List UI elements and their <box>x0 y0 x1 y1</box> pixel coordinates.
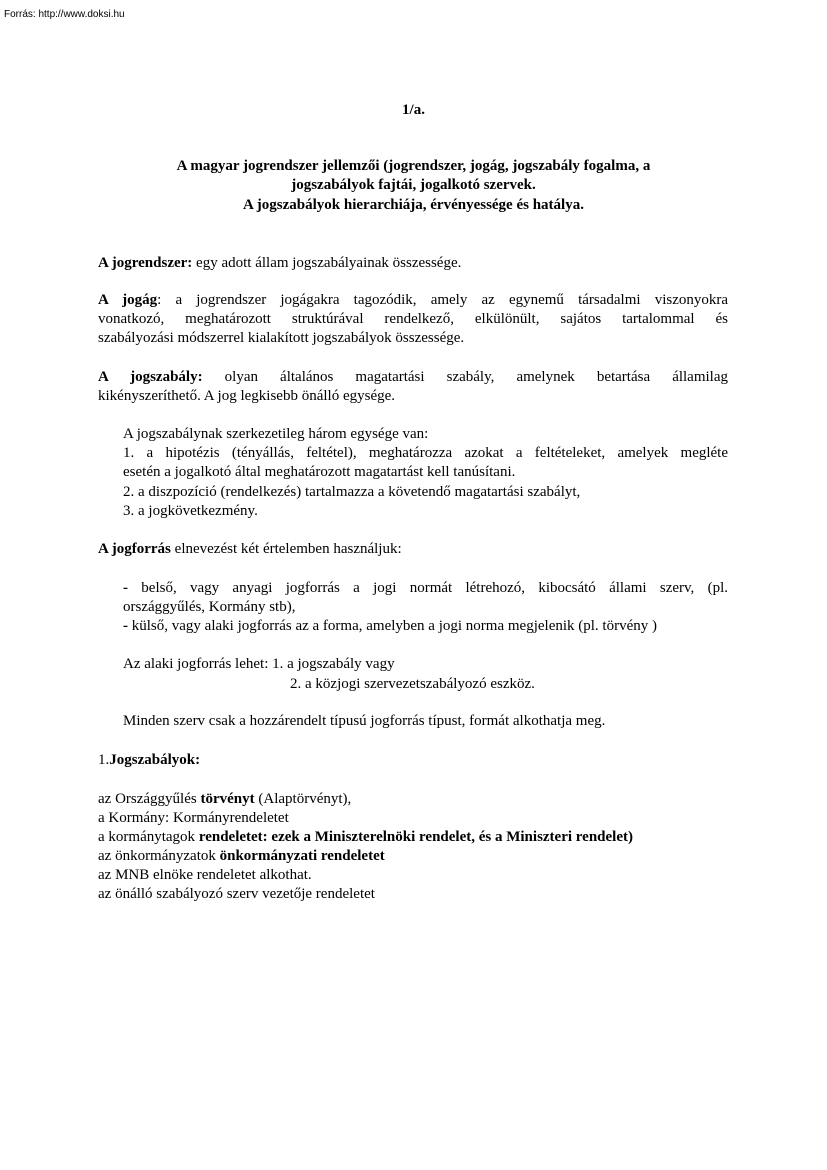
jogszabalyok-line-5: az MNB elnöke rendeletet alkothat. <box>98 867 312 883</box>
source-url: Forrás: http://www.doksi.hu <box>4 9 125 20</box>
jogforras-paragraph <box>98 540 728 559</box>
jogag-line-1: A jogág: a jogrendszer jogágakra tagozódik, amely az egynemű társadalmi viszonyokra <box>98 292 729 308</box>
egysegek-item-3: 3. a jogkövetkezmény. <box>123 502 258 519</box>
jogszabalyok-line-1: az Országgyűlés törvényt (Alaptörvényt), <box>98 791 352 807</box>
minden-szerv-line: Minden szerv csak a hozzárendelt típusú jogforrás típust, formát alkothatja meg. <box>123 713 606 729</box>
jogrendszer-definition: egy adott állam jogszabályainak összessége. <box>196 255 462 271</box>
kulso-line: - külső, vagy alaki jogforrás az a forma, amelyben a jogi norma megjelenik (pl. törvény ) <box>123 618 657 635</box>
jogag-term: A jogág <box>98 292 158 308</box>
belso-line-2: országgyűlés, Kormány stb), <box>123 599 296 616</box>
document-title-line-1: A magyar jogrendszer jellemzői (jogrendszer, jogág, jogszabály fogalma, a <box>176 158 651 174</box>
jogrendszer-term: A jogrendszer: <box>98 255 193 271</box>
alaki-line-1: Az alaki jogforrás lehet: 1. a jogszabály vagy <box>123 656 395 672</box>
jogag-line-2: vonatkozó, meghatározott struktúrával rendelkező, elkülönült, sajátos tartalommal és <box>98 311 728 328</box>
document-title-line-3: A jogszabályok hierarchiája, érvényessége és hatálya. <box>243 197 584 213</box>
egysegek-item-1-line-1: 1. a hipotézis (tényállás, feltétel), meghatározza azokat a feltételeket, amelyek megléte <box>123 445 728 462</box>
jogag-paragraph <box>98 291 728 349</box>
jogszabalyok-line-2: a Kormány: Kormányrendeletet <box>98 810 289 826</box>
jogszabaly-term: A jogszabály: <box>98 369 203 385</box>
alaki-line-2: 2. a közjogi szervezetszabályozó eszköz. <box>290 676 535 692</box>
jogszabaly-line-2: kikényszeríthető. A jog legkisebb önálló egysége. <box>98 388 396 405</box>
egysegek-item-2: 2. a diszpozíció (rendelkezés) tartalmazza a követendő magatartási szabályt, <box>123 483 581 500</box>
jogforras-rest: elnevezést két értelemben használjuk: <box>170 541 402 557</box>
belso-line-1: - belső, vagy anyagi jogforrás a jogi normát létrehozó, kibocsátó állami szerv, (pl. <box>123 580 728 596</box>
jogszabalyok-line-3: a kormánytagok rendeletet: ezek a Miniszterelnöki rendelet, és a Miniszteri rendelet) <box>98 829 633 845</box>
jogag-line-3: szabályozási módszerrel kialakított jogszabályok összessége. <box>98 330 465 347</box>
egysegek-block <box>123 425 728 521</box>
egysegek-item-1-line-2: esetén a jogalkotó által meghatározott magatartást kell tanúsítani. <box>123 464 516 481</box>
document-number: 1/a. <box>402 102 425 118</box>
egysegek-intro: A jogszabálynak szerkezetileg három egysége van: <box>123 426 429 442</box>
jogszabalyok-heading: 1.Jogszabályok: <box>98 752 201 768</box>
jogszabaly-paragraph <box>98 368 728 406</box>
jogrendszer-paragraph <box>98 254 728 273</box>
jogszabalyok-line-6: az önálló szabályozó szerv vezetője rendeletet <box>98 886 375 902</box>
document-title-line-2: jogszabályok fajtái, jogalkotó szervek. <box>291 177 536 193</box>
jogszabaly-line-1: A jogszabály: olyan általános magatartási szabály, amelynek betartása államilag <box>98 369 728 385</box>
jogforras-term: A jogforrás <box>98 541 171 557</box>
jogszabalyok-line-4: az önkormányzatok önkormányzati rendeletet <box>98 848 385 864</box>
belso-jogforras <box>123 579 728 637</box>
